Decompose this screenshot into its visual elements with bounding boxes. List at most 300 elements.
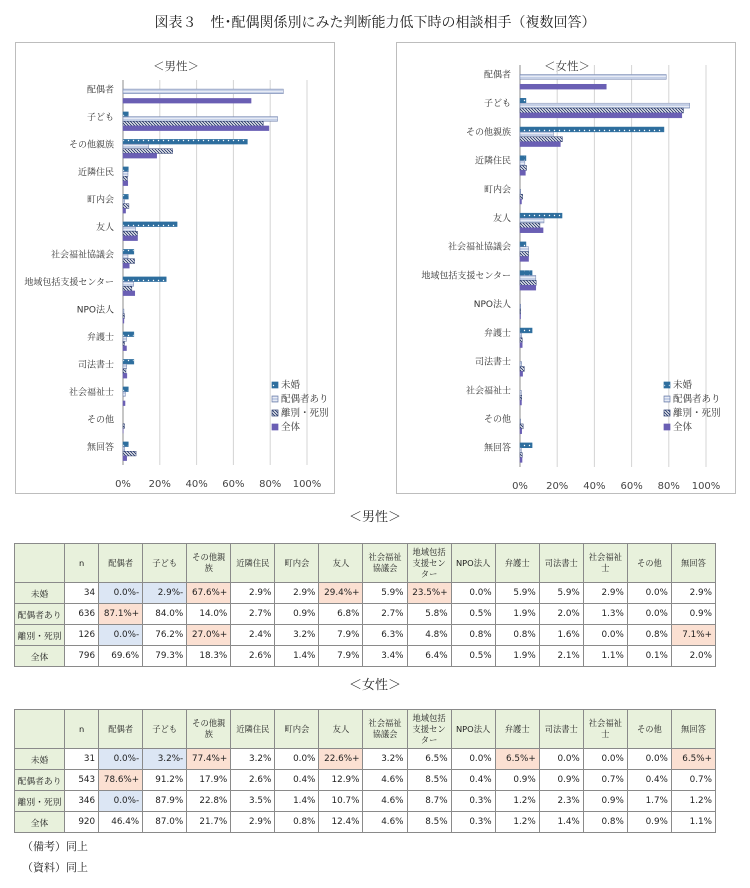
bar — [520, 223, 540, 228]
bar — [123, 153, 157, 158]
table-cell: 6.8% — [319, 604, 363, 625]
bar — [520, 103, 690, 108]
category-label: 地域包括支援センター — [24, 277, 114, 288]
bar — [123, 199, 125, 204]
bar — [123, 176, 127, 181]
female-chart — [396, 42, 736, 494]
bar — [520, 419, 521, 424]
category-label: NPO法人 — [76, 305, 114, 316]
category-label: 友人 — [492, 214, 511, 225]
table-cell: 12.4% — [319, 812, 363, 833]
bar — [520, 252, 529, 257]
bar — [123, 346, 126, 351]
bar — [520, 113, 682, 118]
bar — [123, 332, 134, 337]
bar — [123, 254, 128, 259]
table-cell: 77.4%+ — [187, 749, 231, 770]
table-cell: 5.9% — [539, 583, 583, 604]
category-label: 友人 — [95, 222, 114, 233]
column-header: 社会福祉協議会 — [363, 544, 407, 583]
bar — [520, 424, 523, 429]
category-label: その他 — [86, 415, 114, 426]
table-cell: 0.0% — [583, 625, 627, 646]
bar — [520, 328, 532, 333]
note-remarks: （備考）同上 — [22, 840, 88, 853]
chart-title: ＜女性＞ — [544, 59, 590, 73]
bar — [123, 291, 135, 296]
table-cell: 0.9% — [539, 770, 583, 791]
row-n: 796 — [65, 646, 99, 667]
legend-label: 未婚 — [281, 380, 301, 391]
table-cell: 87.0% — [143, 812, 187, 833]
table-cell: 21.7% — [187, 812, 231, 833]
bar — [520, 257, 529, 262]
table-cell: 2.6% — [231, 646, 275, 667]
legend-swatch — [272, 424, 278, 430]
row-label: 配偶者あり — [15, 770, 65, 791]
bar — [123, 227, 136, 232]
header-corner — [15, 544, 65, 583]
bar — [520, 285, 536, 290]
table-cell: 78.6%+ — [99, 770, 143, 791]
table-row — [15, 770, 716, 791]
legend-swatch — [664, 382, 670, 388]
column-header: 町内会 — [275, 710, 319, 749]
bar — [520, 338, 522, 343]
table-cell: 0.8% — [627, 625, 671, 646]
bar — [520, 271, 532, 276]
table-cell: 0.1% — [627, 646, 671, 667]
table-cell: 10.7% — [319, 791, 363, 812]
column-header: 子ども — [143, 710, 187, 749]
table-cell: 2.3% — [539, 791, 583, 812]
chart-title: ＜男性＞ — [153, 59, 199, 73]
bar — [520, 371, 523, 376]
female-table — [14, 709, 716, 833]
table-cell: 7.9% — [319, 625, 363, 646]
row-n: 920 — [65, 812, 99, 833]
bar — [123, 424, 124, 429]
table-cell: 6.5% — [407, 749, 451, 770]
table-cell: 1.1% — [583, 646, 627, 667]
table-cell: 8.5% — [407, 770, 451, 791]
table-cell: 1.9% — [495, 646, 539, 667]
table-cell: 1.2% — [495, 791, 539, 812]
table-cell: 2.4% — [231, 625, 275, 646]
column-header: 社会福祉士 — [583, 544, 627, 583]
bar — [123, 359, 134, 364]
table-cell: 1.4% — [275, 791, 319, 812]
bar — [520, 448, 521, 453]
x-tick-label: 20% — [546, 481, 569, 492]
table-cell: 0.5% — [451, 646, 495, 667]
table-row — [15, 625, 716, 646]
table-cell: 84.0% — [143, 604, 187, 625]
x-tick-label: 0% — [115, 479, 131, 490]
bar — [520, 247, 529, 252]
bar — [123, 112, 128, 117]
table-cell: 0.9% — [671, 604, 715, 625]
bar — [520, 390, 521, 395]
bar — [520, 429, 522, 434]
table-cell: 17.9% — [187, 770, 231, 791]
table-row — [15, 646, 716, 667]
table-cell: 4.6% — [363, 770, 407, 791]
bar — [123, 249, 134, 254]
row-label: 配偶者あり — [15, 604, 65, 625]
column-header: NPO法人 — [451, 544, 495, 583]
bar — [123, 387, 128, 392]
x-tick-label: 80% — [259, 479, 282, 490]
table-cell: 0.0%- — [99, 625, 143, 646]
category-label: 子ども — [483, 99, 511, 110]
table-row — [15, 604, 716, 625]
bar — [123, 263, 129, 268]
table-cell: 4.6% — [363, 791, 407, 812]
table-cell: 3.2% — [231, 749, 275, 770]
table-cell: 22.8% — [187, 791, 231, 812]
table-cell: 0.0%- — [99, 583, 143, 604]
bar — [123, 181, 128, 186]
category-label: 無回答 — [483, 443, 511, 454]
category-label: 地域包括支援センター — [421, 271, 511, 282]
bar — [520, 314, 521, 319]
column-header: 社会福祉士 — [583, 710, 627, 749]
legend-swatch — [664, 396, 670, 402]
column-header: 友人 — [319, 710, 363, 749]
row-n: 543 — [65, 770, 99, 791]
table-row — [15, 812, 716, 833]
bar — [123, 369, 126, 374]
bar — [520, 137, 562, 142]
table-cell: 2.9%- — [143, 583, 187, 604]
column-header: 近隣住民 — [231, 544, 275, 583]
table-cell: 0.5% — [451, 604, 495, 625]
x-tick-label: 40% — [185, 479, 208, 490]
table-cell: 0.0% — [451, 583, 495, 604]
column-header: その他 — [627, 544, 671, 583]
column-header: 司法書士 — [539, 710, 583, 749]
table-cell: 14.0% — [187, 604, 231, 625]
bar — [123, 167, 128, 172]
category-label: NPO法人 — [473, 300, 511, 311]
category-label: 町内会 — [86, 195, 114, 206]
category-label: 近隣住民 — [474, 156, 511, 167]
female-table-title: ＜女性＞ — [348, 678, 401, 693]
table-cell: 2.0% — [671, 646, 715, 667]
column-header: NPO法人 — [451, 710, 495, 749]
category-label: 近隣住民 — [77, 167, 114, 178]
bar — [520, 280, 536, 285]
row-label: 全体 — [15, 646, 65, 667]
bar — [123, 373, 127, 378]
column-header: 町内会 — [275, 544, 319, 583]
bar — [520, 367, 524, 372]
category-label: 配偶者 — [483, 70, 511, 81]
bar — [123, 204, 129, 209]
bar — [123, 222, 177, 227]
category-label: 社会福祉協議会 — [50, 250, 114, 261]
table-cell: 3.2% — [275, 625, 319, 646]
table-cell: 2.1% — [539, 646, 583, 667]
table-cell: 2.9% — [231, 583, 275, 604]
x-tick-label: 40% — [583, 481, 606, 492]
bar — [520, 166, 527, 171]
table-cell: 6.4% — [407, 646, 451, 667]
table-cell: 0.9% — [583, 791, 627, 812]
table-cell: 29.4%+ — [319, 583, 363, 604]
table-cell: 23.5%+ — [407, 583, 451, 604]
bar — [520, 142, 560, 147]
table-cell: 0.8% — [495, 625, 539, 646]
header-corner — [15, 710, 65, 749]
table-cell: 8.5% — [407, 812, 451, 833]
table-cell: 69.6% — [99, 646, 143, 667]
legend-label: 配偶者あり — [281, 394, 329, 405]
male-chart — [15, 42, 335, 494]
bar — [520, 309, 521, 314]
table-cell: 1.6% — [539, 625, 583, 646]
table-cell: 3.2%- — [143, 749, 187, 770]
bar — [123, 286, 132, 291]
table-cell: 0.0% — [583, 749, 627, 770]
table-cell: 0.8% — [583, 812, 627, 833]
bar — [520, 453, 522, 458]
table-cell: 0.0% — [275, 749, 319, 770]
male-chart-svg — [16, 43, 334, 493]
column-header: 無回答 — [671, 544, 715, 583]
table-cell: 2.7% — [231, 604, 275, 625]
column-header: 地域包括支援センター — [407, 710, 451, 749]
bar — [520, 343, 522, 348]
bar — [123, 341, 124, 346]
column-header: 子ども — [143, 544, 187, 583]
table-cell: 1.9% — [495, 604, 539, 625]
table-cell: 0.9% — [495, 770, 539, 791]
column-header: 地域包括支援センター — [407, 544, 451, 583]
legend-label: 全体 — [281, 422, 301, 433]
table-cell: 1.1% — [671, 812, 715, 833]
bar — [123, 401, 125, 406]
row-n: 31 — [65, 749, 99, 770]
male-table — [14, 543, 716, 667]
table-cell: 0.3% — [451, 812, 495, 833]
table-cell: 3.4% — [363, 646, 407, 667]
male-table-title: ＜男性＞ — [348, 510, 401, 525]
bar — [520, 443, 532, 448]
bar — [123, 277, 166, 282]
table-cell: 2.9% — [275, 583, 319, 604]
table-cell: 8.7% — [407, 791, 451, 812]
table-cell: 0.8% — [275, 812, 319, 833]
figure-title: 図表３ 性･配偶関係別にみた判断能力低下時の相談相手（複数回答） — [154, 15, 596, 31]
bar — [520, 199, 521, 204]
column-header: その他 — [627, 710, 671, 749]
x-tick-label: 80% — [657, 481, 680, 492]
bar — [123, 208, 126, 213]
bar — [520, 98, 526, 103]
row-n: 636 — [65, 604, 99, 625]
x-tick-label: 60% — [620, 481, 643, 492]
row-label: 未婚 — [15, 749, 65, 770]
bar — [520, 218, 544, 223]
category-label: その他 — [483, 415, 511, 426]
table-cell: 6.5%+ — [495, 749, 539, 770]
table-cell: 1.2% — [671, 791, 715, 812]
bar — [520, 275, 536, 280]
table-cell: 0.7% — [583, 770, 627, 791]
table-cell: 0.0% — [627, 604, 671, 625]
table-cell: 46.4% — [99, 812, 143, 833]
bar — [123, 98, 251, 103]
legend-swatch — [272, 410, 278, 416]
x-tick-label: 100% — [292, 479, 322, 490]
legend-swatch — [664, 410, 670, 416]
table-cell: 0.9% — [275, 604, 319, 625]
bar — [520, 156, 526, 161]
table-cell: 2.0% — [539, 604, 583, 625]
bar — [520, 400, 521, 405]
table-cell: 0.0%- — [99, 791, 143, 812]
table-cell: 4.8% — [407, 625, 451, 646]
category-label: 司法書士 — [77, 360, 114, 371]
bar — [123, 309, 124, 314]
bar — [123, 318, 124, 323]
table-cell: 7.1%+ — [671, 625, 715, 646]
table-cell: 18.3% — [187, 646, 231, 667]
category-label: 子ども — [86, 112, 114, 123]
bar — [123, 282, 134, 287]
bar — [123, 456, 127, 461]
bar — [520, 395, 522, 400]
bar — [520, 74, 666, 79]
category-label: 社会福祉士 — [465, 386, 511, 397]
bar — [123, 364, 127, 369]
table-cell: 12.9% — [319, 770, 363, 791]
table-cell: 3.2% — [363, 749, 407, 770]
bar — [520, 127, 664, 132]
bar — [520, 213, 562, 218]
table-header-row — [15, 544, 716, 583]
table-cell: 0.0% — [451, 749, 495, 770]
table-cell: 0.3% — [451, 791, 495, 812]
row-label: 離別・死別 — [15, 791, 65, 812]
table-cell: 0.0% — [539, 749, 583, 770]
table-cell: 5.9% — [363, 583, 407, 604]
table-cell: 5.8% — [407, 604, 451, 625]
legend-swatch — [272, 396, 278, 402]
row-n: 126 — [65, 625, 99, 646]
bar — [123, 194, 128, 199]
female-chart-svg — [397, 43, 735, 493]
table-header-row — [15, 710, 716, 749]
table-cell: 0.4% — [275, 770, 319, 791]
bar — [520, 84, 606, 89]
bar — [520, 228, 543, 233]
table-cell: 2.9% — [583, 583, 627, 604]
table-cell: 0.0% — [627, 583, 671, 604]
bar — [520, 194, 523, 199]
category-label: その他親族 — [465, 127, 511, 138]
bar — [123, 144, 149, 149]
row-n: 34 — [65, 583, 99, 604]
bar — [520, 304, 521, 309]
table-cell: 27.0%+ — [187, 625, 231, 646]
table-cell: 0.0%- — [99, 749, 143, 770]
table-cell: 2.9% — [231, 812, 275, 833]
table-cell: 87.9% — [143, 791, 187, 812]
bar — [123, 392, 125, 397]
legend-swatch — [272, 382, 278, 388]
table-cell: 87.1%+ — [99, 604, 143, 625]
table-cell: 1.2% — [495, 812, 539, 833]
bar — [123, 231, 138, 236]
bar — [520, 189, 521, 194]
column-header: 友人 — [319, 544, 363, 583]
table-cell: 2.6% — [231, 770, 275, 791]
table-cell: 7.9% — [319, 646, 363, 667]
column-header: 配偶者 — [99, 544, 143, 583]
column-header: 弁護士 — [495, 710, 539, 749]
column-header: 近隣住民 — [231, 710, 275, 749]
bar — [123, 139, 247, 144]
table-row — [15, 791, 716, 812]
bar — [123, 259, 135, 264]
table-cell: 67.6%+ — [187, 583, 231, 604]
table-cell: 22.6%+ — [319, 749, 363, 770]
bar — [123, 236, 138, 241]
bar — [123, 117, 278, 122]
legend-label: 未婚 — [673, 380, 693, 391]
header-n: n — [65, 544, 99, 583]
row-label: 離別・死別 — [15, 625, 65, 646]
category-label: 配偶者 — [86, 85, 114, 96]
table-cell: 5.9% — [495, 583, 539, 604]
table-cell: 0.8% — [451, 625, 495, 646]
bar — [123, 442, 128, 447]
legend-label: 全体 — [673, 422, 693, 433]
row-label: 全体 — [15, 812, 65, 833]
table-cell: 4.6% — [363, 812, 407, 833]
bar — [123, 89, 283, 94]
bar — [520, 132, 553, 137]
bar — [123, 314, 124, 319]
bar — [520, 108, 683, 113]
table-cell: 0.9% — [627, 812, 671, 833]
category-label: 社会福祉協議会 — [447, 242, 511, 253]
table-cell: 0.7% — [671, 770, 715, 791]
table-cell: 79.3% — [143, 646, 187, 667]
column-header: 社会福祉協議会 — [363, 710, 407, 749]
legend-label: 離別・死別 — [673, 408, 721, 419]
table-cell: 1.4% — [275, 646, 319, 667]
legend-label: 配偶者あり — [673, 394, 721, 405]
table-cell: 1.7% — [627, 791, 671, 812]
bar — [123, 121, 263, 126]
header-n: n — [65, 710, 99, 749]
table-cell: 2.7% — [363, 604, 407, 625]
column-header: 弁護士 — [495, 544, 539, 583]
bar — [123, 337, 126, 342]
table-row — [15, 749, 716, 770]
category-label: 社会福祉士 — [68, 387, 114, 398]
bar — [123, 149, 173, 154]
x-tick-label: 100% — [691, 481, 721, 492]
row-n: 346 — [65, 791, 99, 812]
bar — [123, 447, 125, 452]
column-header: その他親族 — [187, 710, 231, 749]
category-label: 司法書士 — [474, 357, 511, 368]
